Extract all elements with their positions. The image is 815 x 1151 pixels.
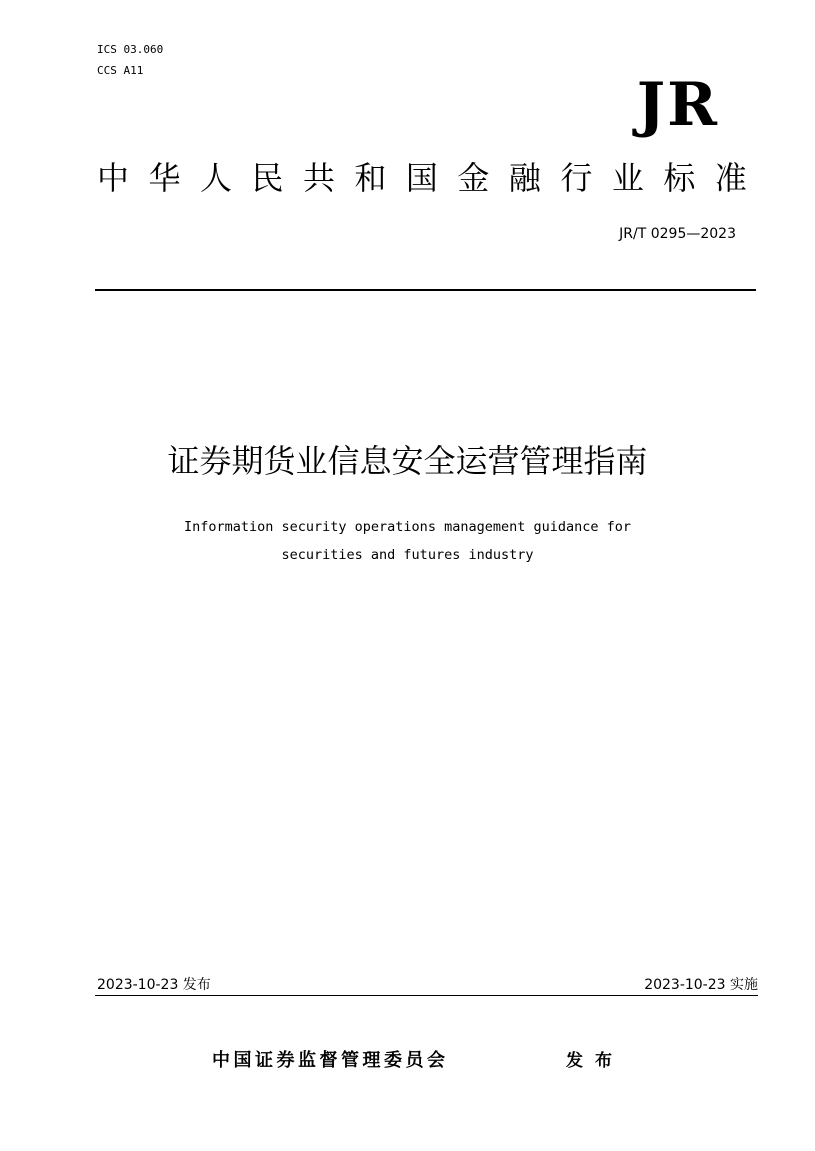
standard-type-title	[97, 158, 747, 198]
bottom-divider	[95, 995, 758, 996]
standard-type-char: 和	[354, 159, 387, 197]
jr-logo: JR	[636, 70, 719, 140]
issuing-authority: 中国证券监督管理委员会	[212, 1050, 449, 1071]
standard-type-char: 行	[560, 159, 593, 197]
standard-type-char: 标	[663, 159, 696, 197]
publish-date: 2023-10-23 发布	[97, 977, 211, 993]
standard-type-char: 中	[97, 159, 130, 197]
issue-label: 发布	[566, 1051, 624, 1071]
top-divider	[95, 289, 756, 291]
standard-type-char: 共	[302, 159, 335, 197]
standard-type-char: 人	[199, 159, 232, 197]
ics-code: ICS 03.060	[97, 43, 164, 56]
standard-code: JR/T 0295—2023	[619, 226, 736, 242]
standard-type-char: 华	[148, 159, 181, 197]
implement-date: 2023-10-23 实施	[644, 977, 758, 993]
ccs-code: CCS A11	[97, 64, 144, 77]
standard-type-char: 民	[251, 159, 284, 197]
standard-type-char: 融	[508, 159, 541, 197]
standard-type-char: 业	[611, 159, 644, 197]
document-title-en	[0, 513, 815, 569]
standard-type-char: 准	[714, 159, 747, 197]
standard-type-char: 国	[405, 159, 438, 197]
title-en-line: securities and futures industry	[281, 547, 534, 563]
standard-type-char: 金	[457, 159, 490, 197]
title-en-line: Information security operations management guidance for	[183, 519, 632, 535]
document-title-cn: 证券期货业信息安全运营管理指南	[167, 442, 648, 480]
